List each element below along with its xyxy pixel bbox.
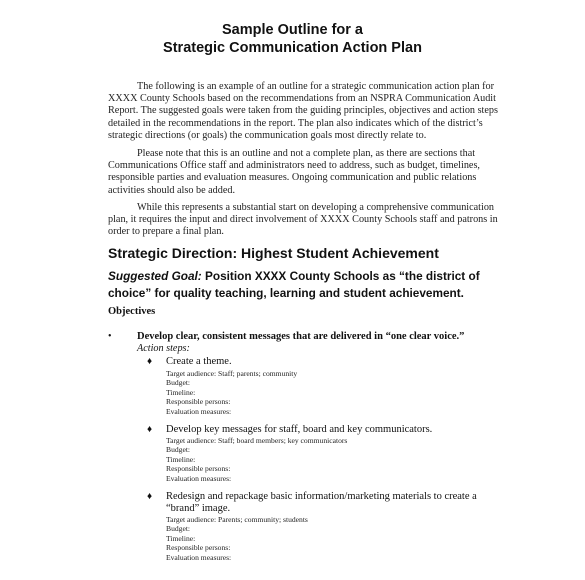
bullet-icon: • xyxy=(108,331,112,342)
action-steps-label: Action steps: xyxy=(137,343,190,354)
intro-paragraph-2 xyxy=(108,148,488,197)
paragraph-line: strategic directions (or goals) the communication goals most directly relate to. xyxy=(108,129,427,141)
evaluation-measures-field: Evaluation measures: xyxy=(166,473,232,483)
budget-field: Budget: xyxy=(166,378,191,388)
responsible-persons-field: Responsible persons: xyxy=(166,397,231,407)
intro-paragraph-1 xyxy=(108,81,498,142)
budget-field: Budget: xyxy=(166,445,191,455)
objective-text: Develop clear, consistent messages that are delivered in “one clear voice.” xyxy=(137,331,465,342)
action-step-title-continued: “brand” image. xyxy=(166,503,231,514)
timeline-field: Timeline: xyxy=(166,533,196,543)
timeline-field: Timeline: xyxy=(166,454,196,464)
timeline-field: Timeline: xyxy=(166,387,196,397)
evaluation-measures-field: Evaluation measures: xyxy=(166,552,232,562)
paragraph-line: Please note that this is an outline and not a complete plan, as there are sections that xyxy=(137,148,476,159)
evaluation-measures-field: Evaluation measures: xyxy=(166,406,232,416)
objectives-heading: Objectives xyxy=(108,306,156,317)
target-audience-field: Target audience: Staff; parents; community xyxy=(166,369,298,378)
action-step-title: Create a theme. xyxy=(166,356,232,367)
document-title-line2: Strategic Communication Action Plan xyxy=(163,40,422,56)
paragraph-line: The following is an example of an outline for a strategic communication action plan for xyxy=(137,81,495,92)
document-title-line1: Sample Outline for a xyxy=(222,22,363,38)
diamond-bullet-icon: ♦ xyxy=(147,491,153,502)
responsible-persons-field: Responsible persons: xyxy=(166,543,231,553)
suggested-goal-line1 xyxy=(108,268,480,285)
target-audience-field: Target audience: Parents; community; students xyxy=(166,515,308,524)
paragraph-line: While this represents a substantial start on developing a comprehensive communication xyxy=(137,202,495,213)
paragraph-line: order to prepare a final plan. xyxy=(108,226,224,238)
diamond-bullet-icon: ♦ xyxy=(147,356,153,367)
paragraph-line: activities should also be added. xyxy=(108,184,236,196)
action-step-fields xyxy=(166,436,347,483)
intro-paragraph-3 xyxy=(108,202,498,239)
action-step-title: Redesign and repackage basic information/marketing materials to create a xyxy=(166,491,477,502)
diamond-bullet-icon: ♦ xyxy=(147,424,153,435)
paragraph-line: Communications Office staff and administrators need to address, such as budget, timelines, xyxy=(108,160,480,172)
paragraph-line: responsible parties and evaluation measures. Ongoing communication and public relations xyxy=(108,172,477,184)
paragraph-line: XXXX County Schools based on the recommendations from an NSPRA Communication Audit xyxy=(108,93,496,105)
paragraph-line: Report. The suggested goals were taken from the guiding principles, objectives and action steps xyxy=(108,105,498,117)
target-audience-field: Target audience: Staff; board members; key communicators xyxy=(166,436,348,445)
action-step-fields xyxy=(166,369,297,416)
action-step-fields xyxy=(166,515,308,562)
paragraph-line: plan, it requires the input and direct involvement of XXXX County Schools staff and patrons in xyxy=(108,214,498,226)
paragraph-line: detailed in the recommendations in the report. The plan also indicates which of the district’s xyxy=(108,117,483,129)
strategic-direction-heading: Strategic Direction: Highest Student Achievement xyxy=(108,245,439,261)
suggested-goal-line2: choice” for quality teaching, learning and student achievement. xyxy=(108,286,464,300)
suggested-goal-label: Suggested Goal: xyxy=(108,269,202,283)
budget-field: Budget: xyxy=(166,524,191,534)
suggested-goal-text: Position XXXX County Schools as “the district of xyxy=(201,269,480,283)
responsible-persons-field: Responsible persons: xyxy=(166,464,231,474)
action-step-title: Develop key messages for staff, board and key communicators. xyxy=(166,424,433,435)
